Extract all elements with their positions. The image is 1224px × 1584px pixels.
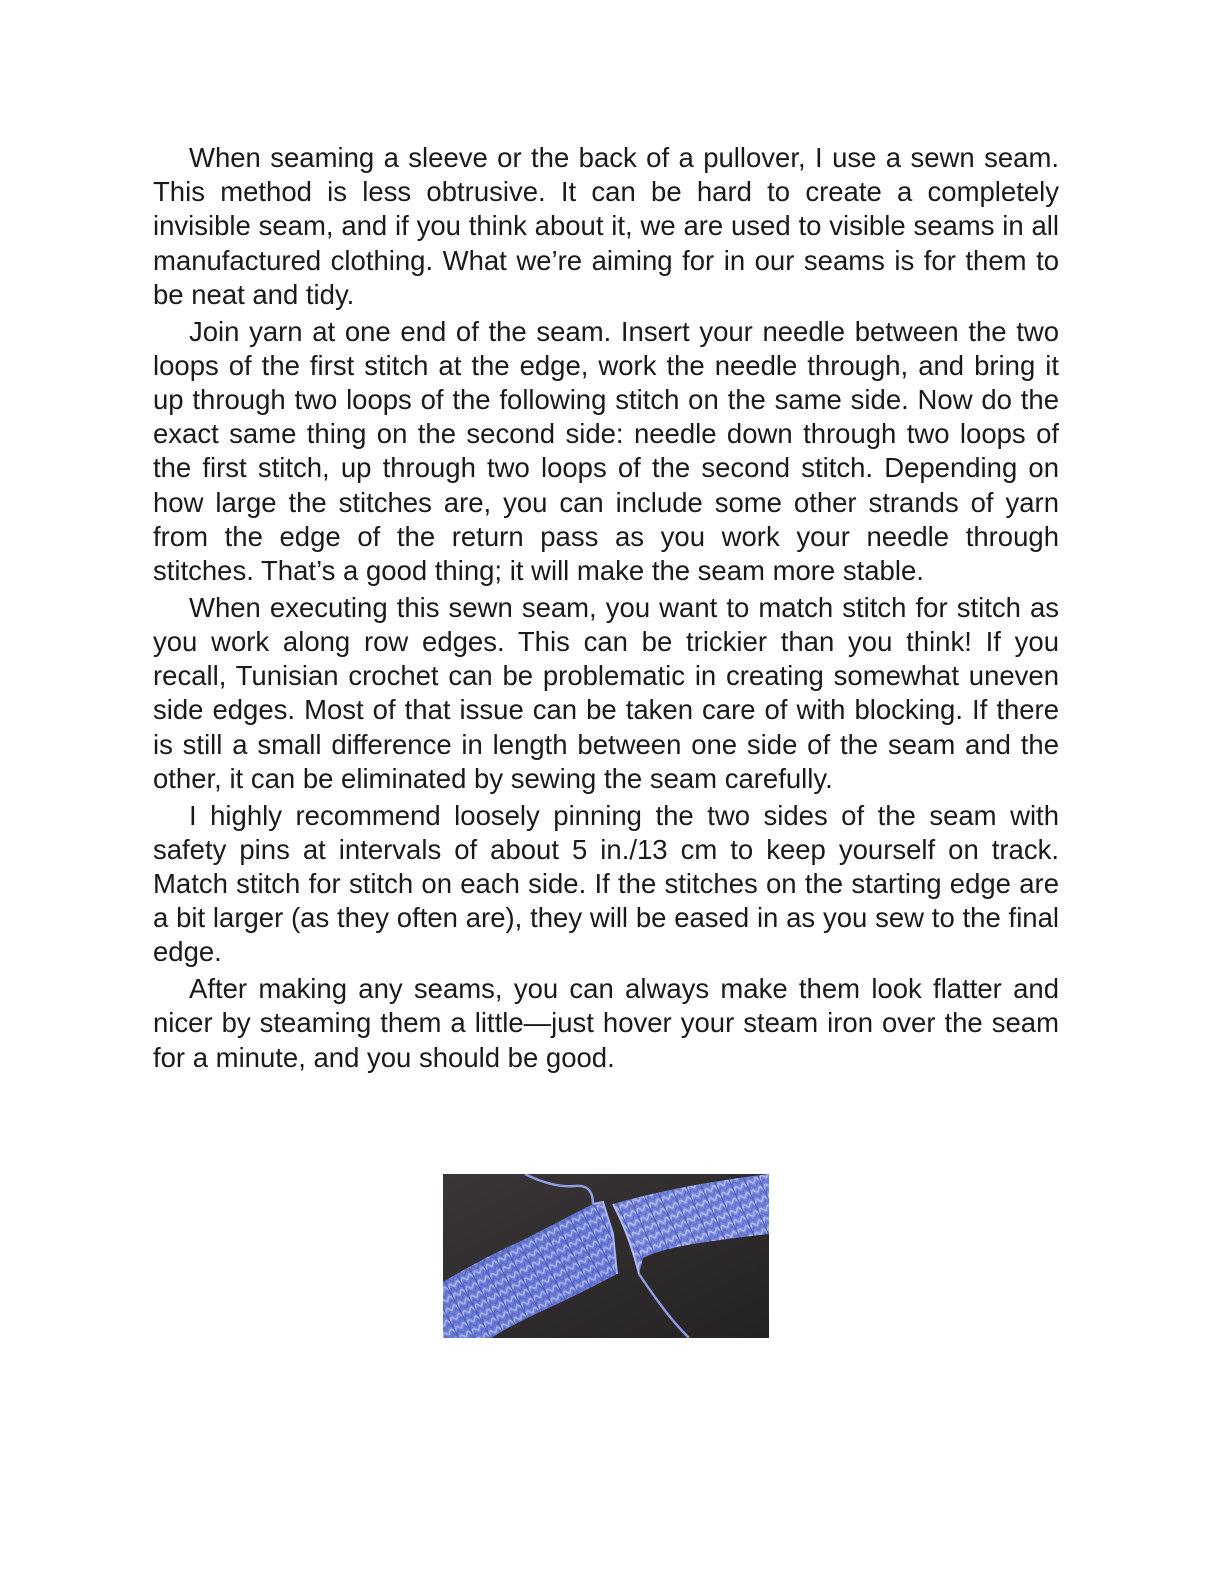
paragraph-1: When seaming a sleeve or the back of a pullover, I use a sewn seam. This method is less obtrusive. It can be hard to create a completely invisible seam, and if you think about it, we are used to visible seams in all manufactured clothing. What we’re aiming for in our seams is for them to be neat and tidy. (153, 142, 1059, 310)
paragraph-3: When executing this sewn seam, you want to match stitch for stitch as you work along row edges. This can be trickier than you think! If you recall, Tunisian crochet can be problematic in creating somewhat uneven side edges. Most of that issue can be taken care of with blocking. If there is still a small difference in length between one side of the seam and the other, it can be eliminated by sewing the seam carefully. (153, 591, 1059, 794)
body-text (153, 141, 1059, 1077)
knitted-swatches-photo (443, 1174, 769, 1338)
paragraph-4: I highly recommend loosely pinning the two sides of the seam with safety pins at intervals of about 5 in./13 cm to keep yourself on track. Match stitch for stitch on each side. If the stitches on the starting edge are a bit larger (as they often are), they will be eased in as you sew to the final edge. (153, 799, 1059, 968)
paragraph-2: Join yarn at one end of the seam. Insert your needle between the two loops of the first stitch at the edge, work the needle through, and bring it up through two loops of the following stitch on the same side. Now do the exact same thing on the second side: needle down through two loops of the first stitch, up through two loops of the second stitch. Depending on how large the stitches are, you can include some other strands of yarn from the edge of the return pass as you work your needle through stitches. That’s a good thing; it will make the seam more stable. (153, 315, 1059, 587)
swatches-illustration (443, 1174, 769, 1338)
paragraph-5: After making any seams, you can always make them look flatter and nicer by steaming them a little—just hover your steam iron over the seam for a minute, and you should be good. (153, 973, 1059, 1073)
